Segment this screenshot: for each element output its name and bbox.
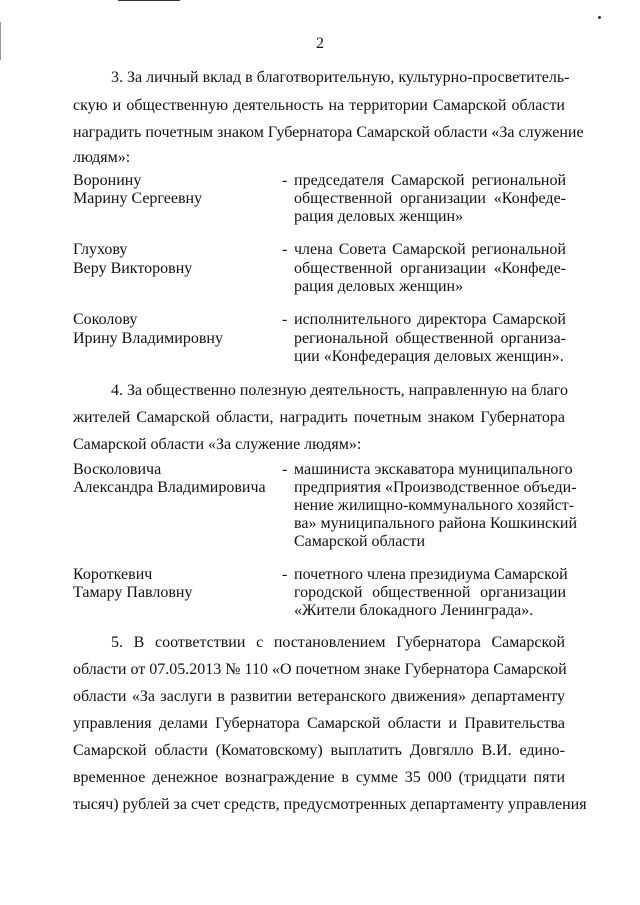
p3-line-2: скую и общественную деятельность на территории Самарской области [73, 97, 565, 114]
awardee-position: исполнительного директора Самарской [294, 311, 566, 328]
p4-line-3: Самарской области «За служение людям»: [73, 436, 362, 453]
entry-dash: - [282, 311, 288, 328]
awardee-position: машиниста экскаватора муниципального [294, 461, 573, 478]
p3-line-1: 3. За личный вклад в благотворительную, культурно-просветитель- [111, 69, 570, 86]
awardee-position: предприятия «Производственное объеди- [294, 479, 577, 496]
awardee-name: Глухову [73, 241, 128, 258]
p5-line-6: временное денежное вознаграждение в сумме 35 000 (тридцати пяти [73, 769, 565, 786]
p5-line-5: Самарской области (Коматовскому) выплатить Довгялло В.И. едино- [73, 742, 565, 759]
entry-dash: - [282, 172, 288, 189]
awardee-position: нение жилищно-коммунального хозяйст- [294, 497, 575, 514]
scan-artifact-top [118, 0, 180, 1]
awardee-name: Соколову [73, 311, 138, 328]
p4-line-2: жителей Самарской области, наградить почетным знаком Губернатора [73, 409, 565, 426]
awardee-name: Восколовича [73, 461, 162, 478]
p3-line-4: людям»: [73, 149, 131, 166]
awardee-position: рация деловых женщин» [294, 208, 464, 225]
awardee-position: городской общественной организации [294, 584, 566, 601]
entry-dash: - [282, 461, 288, 478]
awardee-position: почетного члена президиума Самарской [294, 566, 568, 583]
awardee-position: члена Совета Самарской региональной [294, 241, 566, 258]
page-number: 2 [316, 35, 324, 52]
awardee-name: Короткевич [73, 566, 153, 583]
awardee-name: Тамару Павловну [73, 584, 193, 601]
awardee-position: региональной общественной организа- [294, 330, 566, 347]
scan-dot [598, 16, 601, 19]
p5-line-1: 5. В соответствии с постановлением Губернатора Самарской [111, 634, 565, 651]
awardee-name: Веру Викторовну [73, 260, 193, 277]
awardee-name: Марину Сергеевну [73, 190, 203, 207]
awardee-name: Александра Владимировича [73, 479, 266, 496]
awardee-position: рация деловых женщин» [294, 278, 464, 295]
entry-dash: - [282, 241, 288, 258]
awardee-position: общественной организации «Конфеде- [294, 260, 566, 277]
p5-line-7: тысяч) рублей за счет средств, предусмотренных департаменту управления [73, 796, 587, 813]
awardee-position: ции «Конфедерация деловых женщин». [294, 348, 564, 365]
p4-line-1: 4. За общественно полезную деятельность, направленную на благо [111, 382, 568, 399]
p3-line-3: наградить почетным знаком Губернатора Самарской области «За служение [73, 124, 584, 141]
p5-line-2: области от 07.05.2013 № 110 «О почетном знаке Губернатора Самарской [73, 661, 567, 678]
p5-line-3: области «За заслуги в развитии ветеранского движения» департаменту [73, 688, 565, 705]
awardee-position: Самарской области [294, 533, 425, 550]
awardee-position: «Жители блокадного Ленинграда». [294, 602, 534, 619]
p5-line-4: управления делами Губернатора Самарской области и Правительства [73, 715, 565, 732]
awardee-name: Воронину [73, 172, 142, 189]
awardee-position: председателя Самарской региональной [294, 172, 566, 189]
awardee-position: ва» муниципального района Кошкинский [294, 515, 578, 532]
awardee-name: Ирину Владимировну [73, 330, 223, 347]
awardee-position: общественной организации «Конфеде- [294, 190, 566, 207]
entry-dash: - [282, 566, 288, 583]
